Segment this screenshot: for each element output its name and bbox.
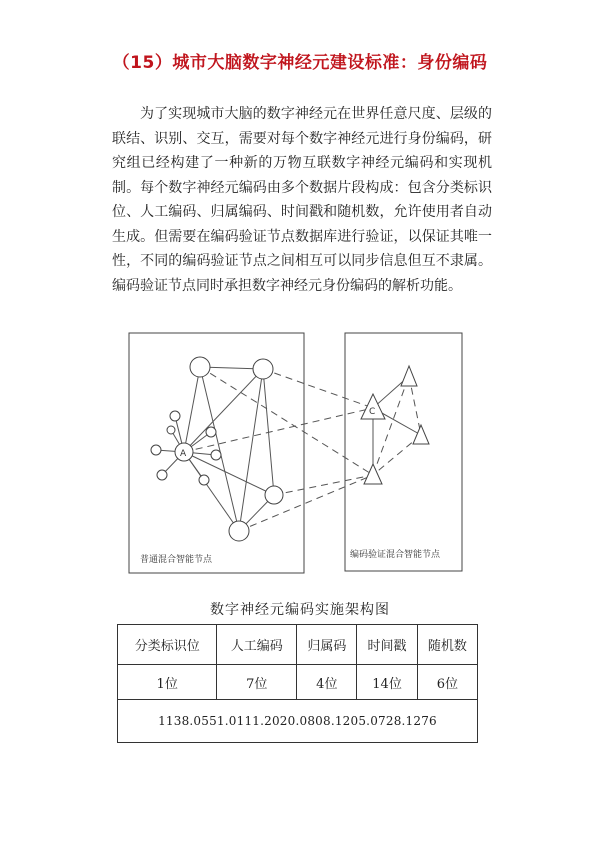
satellite-node bbox=[170, 411, 180, 421]
ordinary-nodes bbox=[151, 357, 283, 541]
figure-caption: 数字神经元编码实施架构图 bbox=[210, 602, 390, 618]
encoding-table bbox=[117, 624, 478, 743]
value-cell: 6位 bbox=[417, 665, 477, 700]
verification-node-box bbox=[345, 333, 462, 571]
satellite-node bbox=[151, 445, 161, 455]
satellite-node bbox=[211, 450, 221, 460]
value-cell: 1位 bbox=[118, 665, 217, 700]
header-cell: 时间戳 bbox=[357, 625, 417, 665]
architecture-diagram bbox=[126, 330, 466, 575]
body-paragraph: 为了实现城市大脑的数字神经元在世界任意尺度、层级的联结、识别、交互，需要对每个数字神经元进行身份编码，研究组已经构建了一种新的万物互联数字神经元编码和实现机制。每个数字神经元编码由多个数据片段构成：包含分类标识位、人工编码、归属编码、时间戳和随机数，允许使用者自动生成。但需要在编码验证节点数据库进行验证，以保证其唯一性，不同的编码验证节点之间相互可以同步信息但互不隶属。编码验证节点同时承担数字神经元身份编码的解析功能。 bbox=[112, 106, 492, 294]
node-a-label: A bbox=[180, 449, 187, 459]
value-cell: 14位 bbox=[357, 665, 417, 700]
value-cell: 7位 bbox=[217, 665, 297, 700]
node-circle bbox=[190, 357, 210, 377]
header-cell: 分类标识位 bbox=[118, 625, 217, 665]
satellite-node bbox=[167, 426, 175, 434]
header-cell: 随机数 bbox=[417, 625, 477, 665]
header-cell: 归属码 bbox=[297, 625, 357, 665]
node-triangle bbox=[413, 425, 429, 444]
example-code-cell: 1138.0551.0111.2020.0808.1205.0728.1276 bbox=[118, 700, 478, 743]
table-row bbox=[118, 700, 478, 743]
node-c-label: C bbox=[369, 407, 376, 417]
node-circle bbox=[265, 486, 283, 504]
satellite-node bbox=[199, 475, 209, 485]
verification-node-label: 编码验证混合智能节点 bbox=[350, 550, 441, 560]
header-cell: 人工编码 bbox=[217, 625, 297, 665]
section-title: （15）城市大脑数字神经元建设标准：身份编码 bbox=[112, 53, 488, 73]
node-circle bbox=[229, 521, 249, 541]
node-triangle bbox=[364, 464, 382, 484]
satellite-node bbox=[206, 427, 216, 437]
ordinary-node-label: 普通混合智能节点 bbox=[140, 555, 213, 565]
value-cell: 4位 bbox=[297, 665, 357, 700]
node-triangle bbox=[401, 366, 417, 386]
node-circle bbox=[253, 359, 273, 379]
table-row bbox=[118, 665, 478, 700]
satellite-node bbox=[157, 470, 167, 480]
table-header-row bbox=[118, 625, 478, 665]
